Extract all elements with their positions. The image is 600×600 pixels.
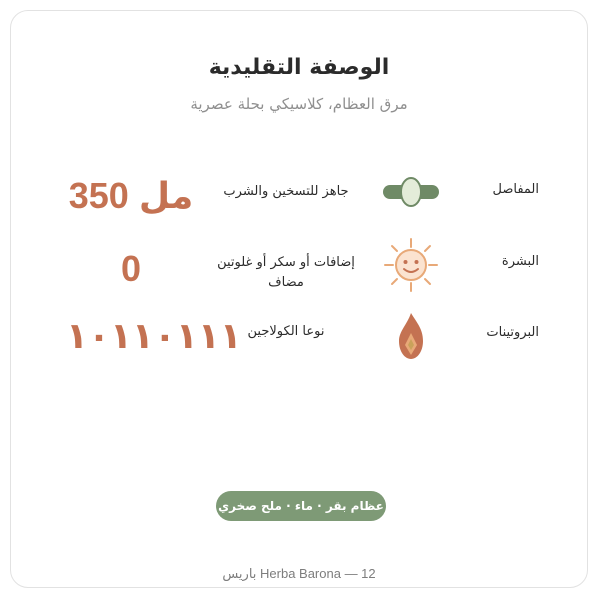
benefit-value: 0	[120, 248, 142, 289]
benefit-value: 350 مل	[68, 175, 194, 216]
benefit-label: البروتينات	[486, 325, 539, 340]
benefit-label: البشرة	[501, 254, 539, 269]
page-subtitle: مرق العظام، كلاسيكي بحلة عصرية	[190, 95, 408, 113]
benefit-description: نوعا الكولاجين	[247, 324, 325, 339]
flame-icon	[381, 307, 441, 367]
recipe-card	[10, 10, 588, 588]
ingredients-badge: عظام بقر · ماء · ملح صخري	[216, 491, 386, 521]
bone-icon	[381, 163, 441, 223]
page-title: الوصفة التقليدية	[208, 55, 390, 80]
benefit-row-joints	[11, 161, 589, 231]
benefit-description: جاهز للتسخين والشرب	[223, 184, 349, 199]
benefit-row-skin	[11, 231, 589, 301]
footer-credit: Herba Barona — 12 باريس	[222, 566, 376, 581]
benefit-row-proteins	[11, 301, 589, 371]
benefit-description: إضافات أو سكر أو غلوتين مضاف	[217, 255, 355, 290]
benefit-value: ١٠١١٠١١١	[66, 315, 242, 356]
smiling-sun-icon	[381, 235, 441, 295]
benefit-label: المفاصل	[492, 182, 539, 197]
